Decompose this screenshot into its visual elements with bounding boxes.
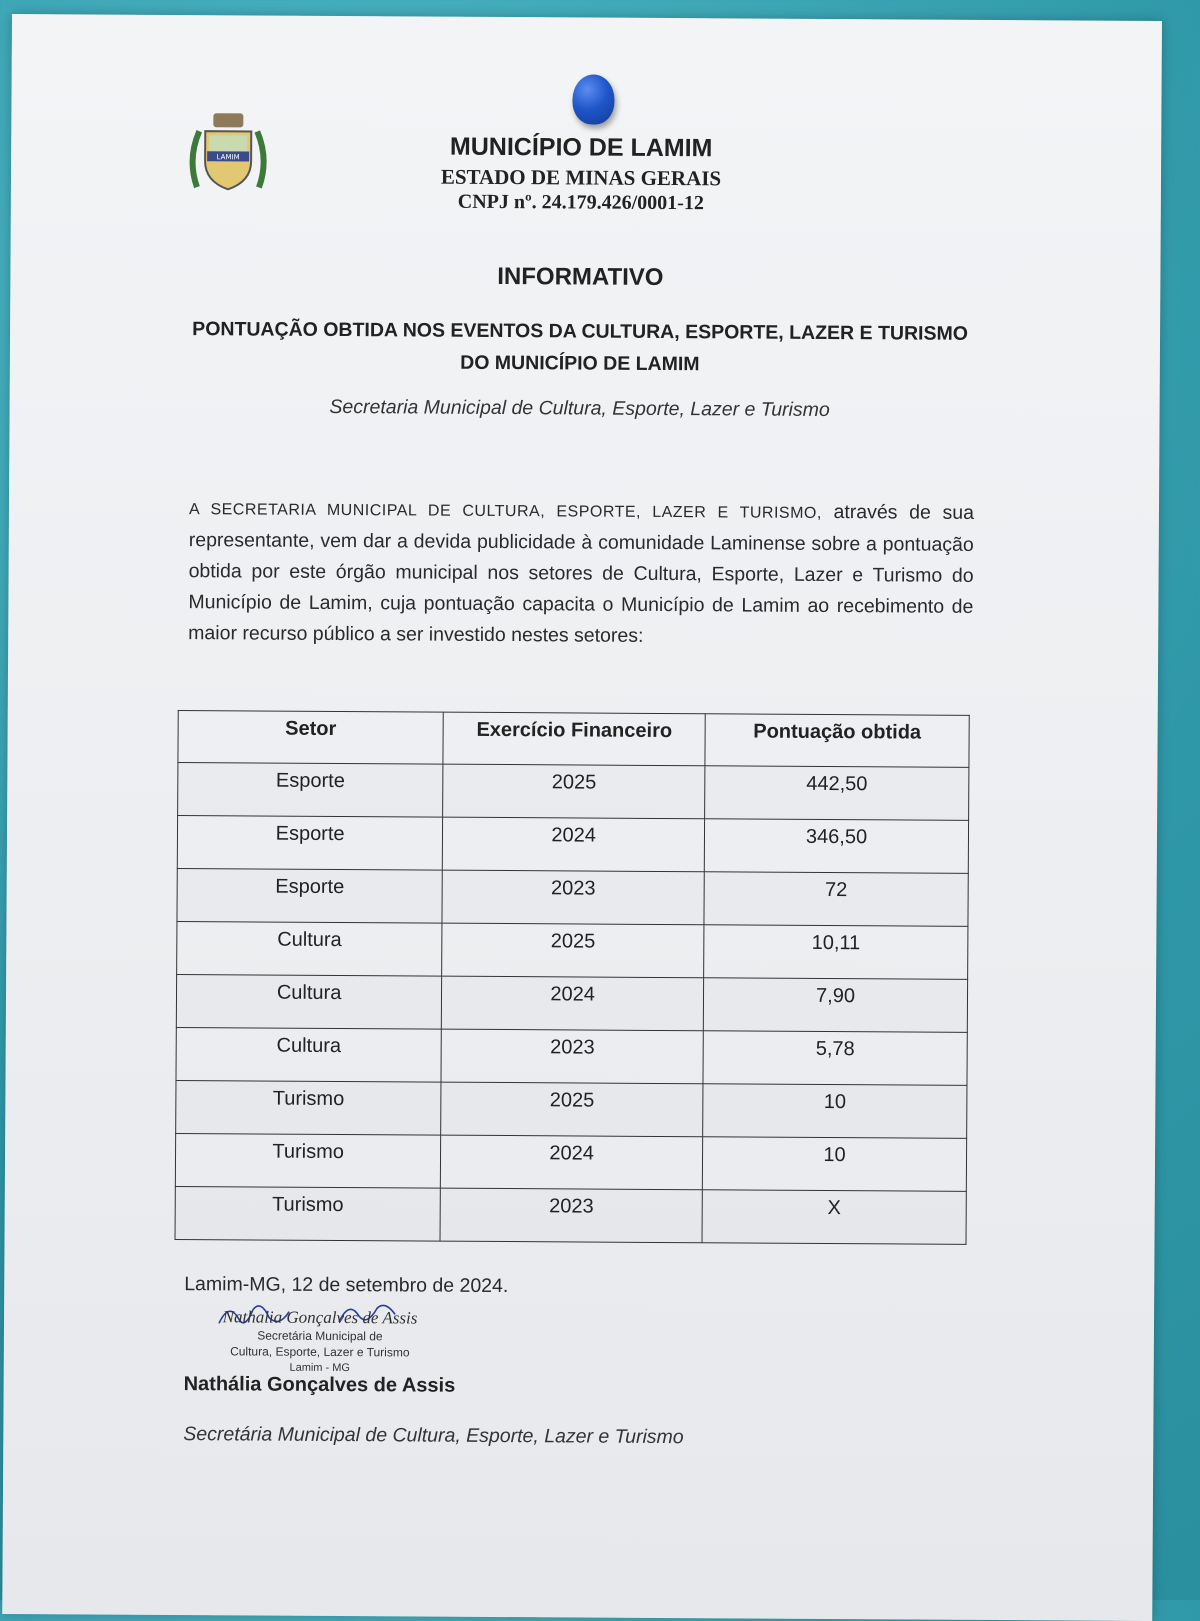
cell-pontuacao: 10 [702,1137,966,1192]
cell-pontuacao: 346,50 [704,819,968,874]
body-paragraph [188,493,974,654]
cell-exercicio: 2024 [442,976,704,1031]
document-subtitle [180,313,980,382]
cell-exercicio: 2024 [441,1135,703,1190]
cell-exercicio: 2024 [443,817,705,872]
table-row [177,922,968,980]
scores-table [175,710,970,1245]
cell-setor: Cultura [176,1028,442,1083]
cell-exercicio: 2025 [441,1082,703,1137]
cell-pontuacao: 10 [703,1084,967,1139]
body-lead: A SECRETARIA MUNICIPAL DE CULTURA, ESPORTE, LAZER E TURISMO, [188,501,822,522]
table-row [177,816,968,874]
header-setor: Setor [178,711,444,765]
cell-exercicio: 2025 [443,764,705,819]
signer-name: Nathália Gonçalves de Assis [183,1373,456,1397]
cell-pontuacao: 442,50 [705,766,969,821]
signer-role: Secretária Municipal de Cultura, Esporte, Lazer e Turismo [183,1423,684,1449]
official-stamp [200,1307,440,1376]
table-row [175,1134,966,1192]
municipal-crest-icon [187,109,270,199]
stamp-line-2: Cultura, Esporte, Lazer e Turismo [230,1344,410,1360]
stamp-name: Nathalia Gonçalves de Assis [222,1307,418,1328]
header-pontuacao: Pontuação obtida [705,714,969,768]
stamp-line-1: Secretária Municipal de [257,1328,383,1344]
subtitle-line-1: PONTUAÇÃO OBTIDA NOS EVENTOS DA CULTURA, ESPORTE, LAZER E TURISMO [192,318,968,345]
cell-exercicio: 2025 [442,923,704,978]
cell-exercicio: 2023 [440,1188,702,1243]
table-row [176,1028,967,1086]
paper-sheet [2,14,1162,1621]
cell-exercicio: 2023 [442,870,704,925]
table-row [178,763,969,821]
cell-pontuacao: 5,78 [703,1031,967,1086]
push-pin [572,74,614,124]
header-exercicio: Exercício Financeiro [443,712,705,766]
table-row [176,975,967,1033]
cell-pontuacao: 10,11 [704,925,968,980]
cnpj-number: CNPJ nº. 24.179.426/0001-12 [457,190,704,215]
cell-setor: Esporte [177,869,443,924]
cell-pontuacao: 7,90 [703,978,967,1033]
svg-text:LAMIM: LAMIM [216,153,240,162]
cell-setor: Turismo [175,1134,441,1189]
cell-setor: Cultura [176,975,442,1030]
document-title: INFORMATIVO [497,262,664,291]
cell-exercicio: 2023 [441,1029,703,1084]
date-line: Lamim-MG, 12 de setembro de 2024. [184,1273,509,1298]
cell-pontuacao: 72 [704,872,968,927]
table-row [176,1081,967,1139]
department-name: Secretaria Municipal de Cultura, Esporte, Lazer e Turismo [329,395,830,422]
cell-setor: Turismo [176,1081,442,1136]
cell-setor: Turismo [175,1187,441,1242]
table-header-row [178,711,969,768]
cell-setor: Esporte [177,816,443,871]
table-row [177,869,968,927]
stamp-line-3: Lamim - MG [289,1361,351,1375]
cell-setor: Cultura [177,922,443,977]
subtitle-line-2: DO MUNICÍPIO DE LAMIM [460,351,700,376]
table-row [175,1187,966,1245]
body-rest: através de sua representante, vem dar a devida publicidade à comunidade Laminense sobre a pontuação obtida por este órgão municipal nos setores de Cultura, Esporte, Lazer e Turismo do Município de Lamim, cuja pontuação capacita o Município de Lamim ao recebimento de maior recurso público a ser investido nestes setores: [188,500,975,647]
cell-pontuacao: X [702,1190,966,1245]
state-name: ESTADO DE MINAS GERAIS [440,164,722,191]
cell-setor: Esporte [178,763,444,818]
municipality-title: MUNICÍPIO DE LAMIM [449,132,713,163]
